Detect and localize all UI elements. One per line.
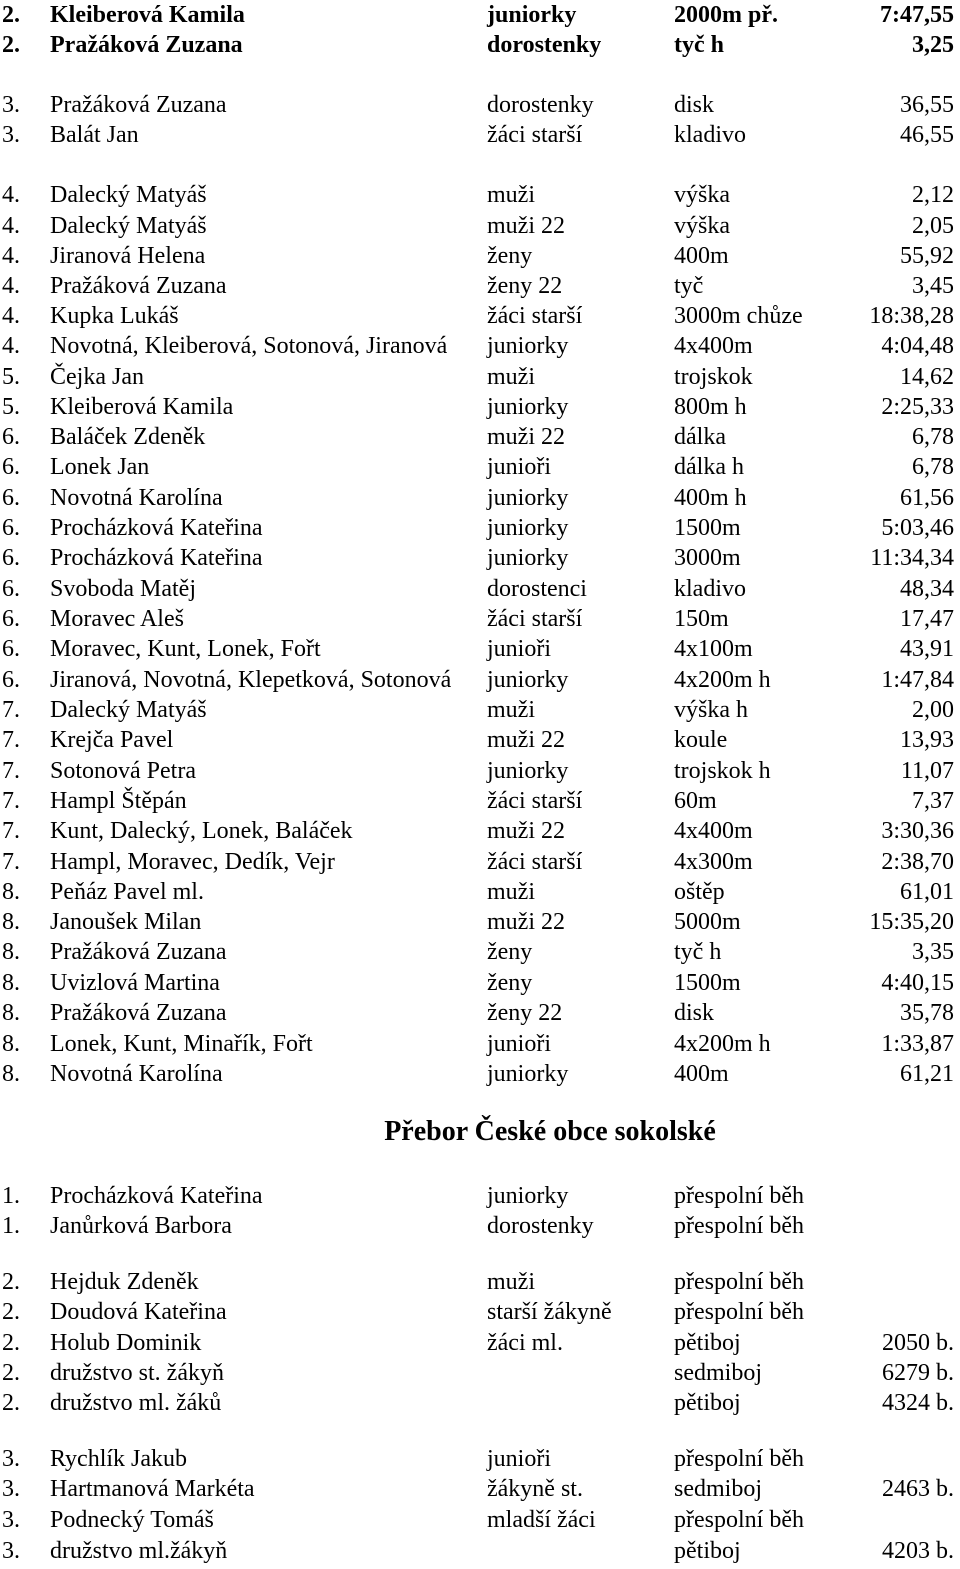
- name-cell: Lonek Jan: [50, 454, 150, 480]
- discipline-cell: přespolní běh: [674, 1507, 804, 1533]
- name-cell: Novotná Karolína: [50, 1061, 223, 1087]
- name-cell: Dalecký Matyáš: [50, 182, 207, 208]
- table-row: [0, 695, 960, 725]
- category-cell: juniorky: [487, 333, 569, 359]
- name-cell: Moravec, Kunt, Lonek, Fořt: [50, 636, 321, 662]
- rank-cell: 6.: [2, 515, 20, 541]
- name-cell: Pražáková Zuzana: [50, 32, 243, 58]
- name-cell: Novotná Karolína: [50, 485, 223, 511]
- result-cell: 2,05: [912, 213, 954, 239]
- discipline-cell: tyč h: [674, 939, 722, 965]
- rank-cell: 8.: [2, 939, 20, 965]
- result-cell: 11:34,34: [870, 545, 954, 571]
- category-cell: junioři: [487, 636, 551, 662]
- category-cell: ženy 22: [487, 1000, 563, 1026]
- category-cell: juniorky: [487, 1183, 569, 1209]
- discipline-cell: přespolní běh: [674, 1446, 804, 1472]
- rank-cell: 6.: [2, 667, 20, 693]
- rank-cell: 6.: [2, 576, 20, 602]
- rank-cell: 1.: [2, 1213, 20, 1239]
- discipline-cell: 1500m: [674, 515, 741, 541]
- result-cell: 11,07: [900, 758, 954, 784]
- rank-cell: 7.: [2, 788, 20, 814]
- discipline-cell: výška h: [674, 697, 748, 723]
- category-cell: juniorky: [487, 667, 569, 693]
- result-cell: 61,21: [900, 1061, 954, 1087]
- category-cell: muži: [487, 364, 535, 390]
- rank-cell: 6.: [2, 454, 20, 480]
- category-cell: žáci starší: [487, 303, 583, 329]
- name-cell: Dalecký Matyáš: [50, 213, 207, 239]
- category-cell: žákyně st.: [487, 1476, 583, 1502]
- discipline-cell: 800m h: [674, 394, 747, 420]
- result-cell: 6,78: [912, 454, 954, 480]
- result-cell: 17,47: [900, 606, 954, 632]
- category-cell: ženy: [487, 970, 533, 996]
- table-row: [0, 1297, 960, 1327]
- name-cell: Pražáková Zuzana: [50, 1000, 227, 1026]
- rank-cell: 6.: [2, 424, 20, 450]
- result-cell: 4:04,48: [881, 333, 954, 359]
- result-cell: 1:47,84: [881, 667, 954, 693]
- discipline-cell: pětiboj: [674, 1538, 741, 1564]
- table-row: [0, 1444, 960, 1474]
- result-cell: 2463 b.: [882, 1476, 954, 1502]
- discipline-cell: pětiboj: [674, 1390, 741, 1416]
- table-row: [0, 1536, 960, 1566]
- category-cell: žáci starší: [487, 122, 583, 148]
- category-cell: juniorky: [487, 545, 569, 571]
- table-row: [0, 0, 960, 30]
- category-cell: junioři: [487, 454, 551, 480]
- table-row: [0, 1029, 960, 1059]
- name-cell: Čejka Jan: [50, 364, 144, 390]
- table-row: [0, 1358, 960, 1388]
- name-cell: Hampl Štěpán: [50, 788, 187, 814]
- discipline-cell: 150m: [674, 606, 729, 632]
- discipline-cell: 4x100m: [674, 636, 753, 662]
- table-row: [0, 665, 960, 695]
- discipline-cell: kladivo: [674, 122, 746, 148]
- category-cell: starší žákyně: [487, 1299, 612, 1325]
- discipline-cell: oštěp: [674, 879, 725, 905]
- table-row: [0, 877, 960, 907]
- name-cell: Dalecký Matyáš: [50, 697, 207, 723]
- category-cell: muži: [487, 1269, 535, 1295]
- rank-cell: 8.: [2, 1000, 20, 1026]
- discipline-cell: 2000m př.: [674, 2, 778, 28]
- name-cell: Jiranová, Novotná, Klepetková, Sotonová: [50, 667, 452, 693]
- category-cell: muži: [487, 879, 535, 905]
- result-cell: 35,78: [900, 1000, 954, 1026]
- category-cell: žáci ml.: [487, 1330, 563, 1356]
- rank-cell: 7.: [2, 727, 20, 753]
- table-row: [0, 1505, 960, 1535]
- rank-cell: 6.: [2, 485, 20, 511]
- name-cell: Moravec Aleš: [50, 606, 184, 632]
- name-cell: Hartmanová Markéta: [50, 1476, 255, 1502]
- category-cell: junioři: [487, 1446, 551, 1472]
- name-cell: Pražáková Zuzana: [50, 273, 227, 299]
- name-cell: Kleiberová Kamila: [50, 394, 234, 420]
- result-cell: 13,93: [900, 727, 954, 753]
- table-row: [0, 725, 960, 755]
- category-cell: dorostenci: [487, 576, 587, 602]
- name-cell: Kupka Lukáš: [50, 303, 179, 329]
- discipline-cell: přespolní běh: [674, 1299, 804, 1325]
- table-row: [0, 120, 960, 150]
- result-cell: 2,12: [912, 182, 954, 208]
- result-cell: 5:03,46: [881, 515, 954, 541]
- rank-cell: 2.: [2, 1360, 20, 1386]
- discipline-cell: výška: [674, 213, 730, 239]
- name-cell: Kleiberová Kamila: [50, 2, 245, 28]
- discipline-cell: 400m: [674, 1061, 729, 1087]
- name-cell: družstvo ml.žákyň: [50, 1538, 228, 1564]
- result-cell: 2050 b.: [882, 1330, 954, 1356]
- rank-cell: 7.: [2, 758, 20, 784]
- name-cell: Peňáz Pavel ml.: [50, 879, 204, 905]
- category-cell: dorostenky: [487, 1213, 594, 1239]
- rank-cell: 4.: [2, 333, 20, 359]
- category-cell: muži: [487, 697, 535, 723]
- rank-cell: 2.: [2, 1390, 20, 1416]
- discipline-cell: přespolní běh: [674, 1269, 804, 1295]
- result-cell: 14,62: [900, 364, 954, 390]
- name-cell: Krejča Pavel: [50, 727, 174, 753]
- category-cell: juniorky: [487, 394, 569, 420]
- result-cell: 3,25: [912, 32, 954, 58]
- name-cell: Lonek, Kunt, Minařík, Fořt: [50, 1031, 313, 1057]
- result-cell: 6279 b.: [882, 1360, 954, 1386]
- section-heading: Přebor České obce sokolské: [384, 1116, 716, 1147]
- table-row: [0, 816, 960, 846]
- name-cell: Procházková Kateřina: [50, 515, 263, 541]
- result-cell: 3,35: [912, 939, 954, 965]
- table-row: [0, 1267, 960, 1297]
- table-row: [0, 30, 960, 60]
- name-cell: družstvo ml. žáků: [50, 1390, 222, 1416]
- category-cell: žáci starší: [487, 606, 583, 632]
- category-cell: juniorky: [487, 1061, 569, 1087]
- category-cell: dorostenky: [487, 92, 594, 118]
- result-cell: 55,92: [900, 243, 954, 269]
- result-cell: 2,00: [912, 697, 954, 723]
- name-cell: Baláček Zdeněk: [50, 424, 206, 450]
- rank-cell: 6.: [2, 606, 20, 632]
- table-row: [0, 756, 960, 786]
- category-cell: muži 22: [487, 727, 565, 753]
- discipline-cell: 1500m: [674, 970, 741, 996]
- rank-cell: 3.: [2, 1476, 20, 1502]
- result-cell: 46,55: [900, 122, 954, 148]
- name-cell: Pražáková Zuzana: [50, 92, 227, 118]
- name-cell: Jiranová Helena: [50, 243, 206, 269]
- table-row: [0, 1388, 960, 1418]
- name-cell: Janoušek Milan: [50, 909, 202, 935]
- name-cell: Holub Dominik: [50, 1330, 202, 1356]
- result-cell: 4:40,15: [881, 970, 954, 996]
- table-row: [0, 90, 960, 120]
- category-cell: muži 22: [487, 909, 565, 935]
- discipline-cell: 4x400m: [674, 333, 753, 359]
- table-row: [0, 331, 960, 361]
- table-row: [0, 574, 960, 604]
- category-cell: juniorky: [487, 515, 569, 541]
- discipline-cell: 3000m: [674, 545, 741, 571]
- name-cell: Janůrková Barbora: [50, 1213, 232, 1239]
- rank-cell: 8.: [2, 970, 20, 996]
- table-row: [0, 362, 960, 392]
- rank-cell: 5.: [2, 394, 20, 420]
- result-cell: 7:47,55: [880, 2, 954, 28]
- discipline-cell: 3000m chůze: [674, 303, 803, 329]
- rank-cell: 1.: [2, 1183, 20, 1209]
- name-cell: Hejduk Zdeněk: [50, 1269, 199, 1295]
- rank-cell: 3.: [2, 1446, 20, 1472]
- table-row: [0, 211, 960, 241]
- result-cell: 4203 b.: [882, 1538, 954, 1564]
- table-row: [0, 422, 960, 452]
- discipline-cell: 400m: [674, 243, 729, 269]
- discipline-cell: trojskok h: [674, 758, 771, 784]
- discipline-cell: přespolní běh: [674, 1213, 804, 1239]
- table-row: [0, 847, 960, 877]
- rank-cell: 6.: [2, 545, 20, 571]
- category-cell: žáci starší: [487, 849, 583, 875]
- rank-cell: 8.: [2, 909, 20, 935]
- rank-cell: 5.: [2, 364, 20, 390]
- rank-cell: 3.: [2, 122, 20, 148]
- rank-cell: 8.: [2, 879, 20, 905]
- discipline-cell: disk: [674, 92, 715, 118]
- table-row: [0, 483, 960, 513]
- table-row: [0, 907, 960, 937]
- table-row: [0, 1474, 960, 1504]
- name-cell: Procházková Kateřina: [50, 545, 263, 571]
- category-cell: muži 22: [487, 818, 565, 844]
- name-cell: družstvo st. žákyň: [50, 1360, 224, 1386]
- result-cell: 1:33,87: [881, 1031, 954, 1057]
- table-row: [0, 968, 960, 998]
- table-row: [0, 1059, 960, 1089]
- result-cell: 43,91: [900, 636, 954, 662]
- discipline-cell: pětiboj: [674, 1330, 741, 1356]
- table-row: [0, 180, 960, 210]
- result-cell: 3:30,36: [881, 818, 954, 844]
- table-row: [0, 786, 960, 816]
- rank-cell: 4.: [2, 213, 20, 239]
- rank-cell: 8.: [2, 1031, 20, 1057]
- discipline-cell: 4x200m h: [674, 1031, 771, 1057]
- table-row: [0, 452, 960, 482]
- discipline-cell: tyč: [674, 273, 704, 299]
- discipline-cell: trojskok: [674, 364, 753, 390]
- name-cell: Procházková Kateřina: [50, 1183, 263, 1209]
- discipline-cell: 400m h: [674, 485, 747, 511]
- table-row: [0, 271, 960, 301]
- rank-cell: 4.: [2, 303, 20, 329]
- name-cell: Pražáková Zuzana: [50, 939, 227, 965]
- rank-cell: 7.: [2, 697, 20, 723]
- rank-cell: 4.: [2, 182, 20, 208]
- result-cell: 7,37: [912, 788, 954, 814]
- result-cell: 15:35,20: [869, 909, 954, 935]
- category-cell: ženy 22: [487, 273, 563, 299]
- rank-cell: 2.: [2, 1269, 20, 1295]
- category-cell: žáci starší: [487, 788, 583, 814]
- discipline-cell: disk: [674, 1000, 715, 1026]
- name-cell: Rychlík Jakub: [50, 1446, 188, 1472]
- rank-cell: 7.: [2, 849, 20, 875]
- discipline-cell: sedmiboj: [674, 1476, 762, 1502]
- result-cell: 4324 b.: [882, 1390, 954, 1416]
- result-cell: 6,78: [912, 424, 954, 450]
- table-row: [0, 998, 960, 1028]
- discipline-cell: koule: [674, 727, 728, 753]
- table-row: [0, 513, 960, 543]
- result-cell: 36,55: [900, 92, 954, 118]
- category-cell: muži 22: [487, 213, 565, 239]
- category-cell: muži 22: [487, 424, 565, 450]
- name-cell: Doudová Kateřina: [50, 1299, 227, 1325]
- rank-cell: 2.: [2, 1299, 20, 1325]
- category-cell: mladší žáci: [487, 1507, 596, 1533]
- table-row: [0, 301, 960, 331]
- rank-cell: 3.: [2, 92, 20, 118]
- name-cell: Sotonová Petra: [50, 758, 196, 784]
- name-cell: Kunt, Dalecký, Lonek, Baláček: [50, 818, 353, 844]
- discipline-cell: dálka: [674, 424, 726, 450]
- category-cell: junioři: [487, 1031, 551, 1057]
- name-cell: Novotná, Kleiberová, Sotonová, Jiranová: [50, 333, 448, 359]
- rank-cell: 7.: [2, 818, 20, 844]
- rank-cell: 2.: [2, 2, 20, 28]
- table-row: [0, 241, 960, 271]
- result-cell: 48,34: [900, 576, 954, 602]
- discipline-cell: 4x300m: [674, 849, 753, 875]
- discipline-cell: 5000m: [674, 909, 741, 935]
- table-row: [0, 604, 960, 634]
- table-row: [0, 634, 960, 664]
- rank-cell: 3.: [2, 1538, 20, 1564]
- name-cell: Podnecký Tomáš: [50, 1507, 214, 1533]
- category-cell: ženy: [487, 243, 533, 269]
- discipline-cell: kladivo: [674, 576, 746, 602]
- discipline-cell: 60m: [674, 788, 717, 814]
- rank-cell: 4.: [2, 273, 20, 299]
- name-cell: Svoboda Matěj: [50, 576, 196, 602]
- result-cell: 18:38,28: [869, 303, 954, 329]
- name-cell: Hampl, Moravec, Dedík, Vejr: [50, 849, 335, 875]
- table-row: [0, 937, 960, 967]
- category-cell: juniorky: [487, 485, 569, 511]
- result-cell: 2:25,33: [881, 394, 954, 420]
- table-row: [0, 1328, 960, 1358]
- category-cell: ženy: [487, 939, 533, 965]
- table-row: [0, 543, 960, 573]
- category-cell: juniorky: [487, 758, 569, 784]
- discipline-cell: 4x200m h: [674, 667, 771, 693]
- rank-cell: 6.: [2, 636, 20, 662]
- discipline-cell: tyč h: [674, 32, 724, 58]
- discipline-cell: přespolní běh: [674, 1183, 804, 1209]
- rank-cell: 8.: [2, 1061, 20, 1087]
- result-cell: 3,45: [912, 273, 954, 299]
- discipline-cell: dálka h: [674, 454, 744, 480]
- rank-cell: 3.: [2, 1507, 20, 1533]
- category-cell: juniorky: [487, 2, 577, 28]
- discipline-cell: 4x400m: [674, 818, 753, 844]
- rank-cell: 2.: [2, 32, 20, 58]
- rank-cell: 4.: [2, 243, 20, 269]
- result-cell: 2:38,70: [881, 849, 954, 875]
- table-row: [0, 392, 960, 422]
- category-cell: dorostenky: [487, 32, 602, 58]
- table-row: [0, 1181, 960, 1211]
- rank-cell: 2.: [2, 1330, 20, 1356]
- name-cell: Uvizlová Martina: [50, 970, 220, 996]
- table-row: [0, 1211, 960, 1241]
- result-cell: 61,01: [900, 879, 954, 905]
- discipline-cell: sedmiboj: [674, 1360, 762, 1386]
- discipline-cell: výška: [674, 182, 730, 208]
- category-cell: muži: [487, 182, 535, 208]
- result-cell: 61,56: [900, 485, 954, 511]
- name-cell: Balát Jan: [50, 122, 139, 148]
